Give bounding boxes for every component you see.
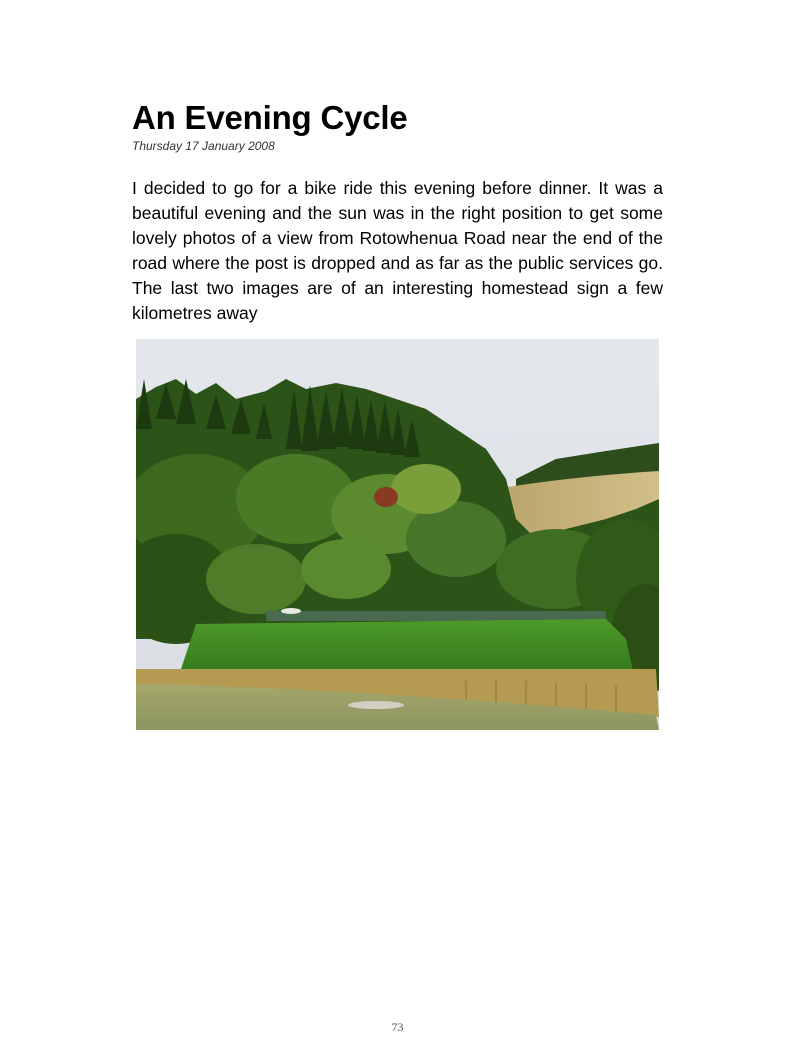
landscape-photo	[136, 339, 659, 730]
article-title: An Evening Cycle	[132, 99, 408, 136]
page-number: 73	[391, 1020, 404, 1034]
article-date: Thursday 17 January 2008	[132, 139, 275, 153]
article-body: I decided to go for a bike ride this evening before dinner. It was a beautiful evening and the sun was in the right position to get some lovely photos of a view from Rotowhenua Road near the end of the road where the post is dropped and as far as the public services go. The last two images are of an interesting homestead sign a few kilometres away	[132, 178, 663, 323]
